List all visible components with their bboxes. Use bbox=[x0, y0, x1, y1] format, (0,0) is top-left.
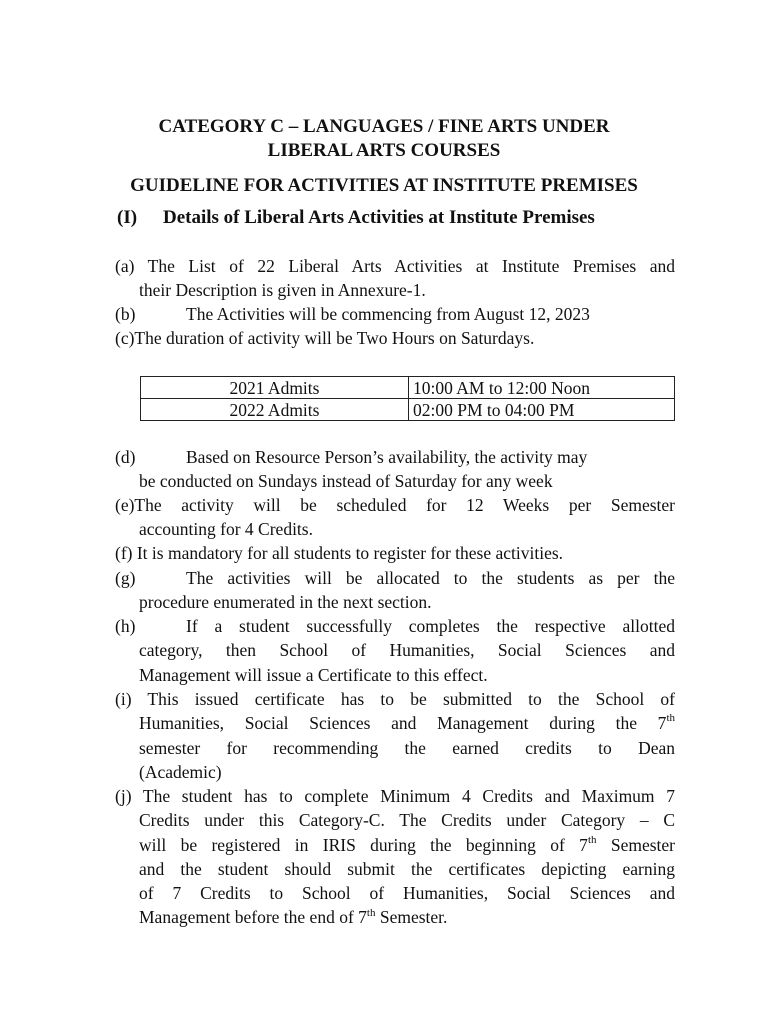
item-c-text: (c)The duration of activity will be Two Hours on Saturdays. bbox=[115, 328, 535, 348]
item-h-line2: category, then School of Humanities, Social Sciences and bbox=[139, 640, 675, 661]
item-d-label: (d) bbox=[115, 447, 136, 467]
list-item-e bbox=[115, 493, 675, 542]
item-b-label: (b) bbox=[115, 304, 136, 324]
category-title-line2: LIBERAL ARTS COURSES bbox=[267, 140, 501, 161]
section-title: Details of Liberal Arts Activities at Institute Premises bbox=[163, 207, 595, 228]
list-item-f bbox=[115, 541, 675, 565]
item-j-line4: and the student should submit the certificates depicting earning bbox=[139, 858, 675, 879]
list-item-j bbox=[115, 784, 675, 930]
section-heading bbox=[117, 206, 595, 229]
list-item-d bbox=[115, 445, 675, 494]
item-d-line1: Based on Resource Person’s availability, the activity may bbox=[186, 447, 588, 467]
table-cell-time: 02:00 PM to 04:00 PM bbox=[409, 399, 675, 421]
table-cell-admits: 2021 Admits bbox=[141, 377, 409, 399]
item-j-line2: Credits under this Category-C. The Credits under Category – C bbox=[139, 810, 675, 831]
item-h-line3: Management will issue a Certificate to this effect. bbox=[139, 664, 488, 685]
list-item-a bbox=[115, 254, 675, 303]
item-i-line2: Humanities, Social Sciences and Management during the 7th bbox=[139, 712, 675, 734]
item-g-label: (g) bbox=[115, 568, 136, 588]
category-title-line1: CATEGORY C – LANGUAGES / FINE ARTS UNDER bbox=[158, 116, 610, 137]
table-cell-time: 10:00 AM to 12:00 Noon bbox=[409, 377, 675, 399]
schedule-table bbox=[140, 376, 675, 421]
table-row bbox=[141, 377, 675, 399]
item-i-line1: (i) This issued certificate has to be submitted to the School of bbox=[115, 689, 675, 709]
list-item-b bbox=[115, 302, 675, 326]
item-b-text: The Activities will be commencing from August 12, 2023 bbox=[186, 304, 590, 324]
item-a-line1: (a) The List of 22 Liberal Arts Activities at Institute Premises and bbox=[115, 256, 675, 276]
item-j-line1: (j) The student has to complete Minimum 4 Credits and Maximum 7 bbox=[115, 786, 675, 806]
item-a-line2: their Description is given in Annexure-1. bbox=[139, 280, 426, 301]
item-e-line2: accounting for 4 Credits. bbox=[139, 519, 313, 540]
list-item-i bbox=[115, 687, 675, 784]
list-item-c bbox=[115, 326, 675, 350]
item-f-text: (f) It is mandatory for all students to register for these activities. bbox=[115, 543, 564, 563]
item-g-line2: procedure enumerated in the next section. bbox=[139, 592, 432, 613]
section-number: (I) bbox=[117, 207, 138, 228]
item-j-line5: of 7 Credits to School of Humanities, Social Sciences and bbox=[139, 883, 675, 904]
item-i-line4: (Academic) bbox=[139, 761, 222, 782]
item-h-label: (h) bbox=[115, 616, 136, 636]
table-row bbox=[141, 399, 675, 421]
table-cell-admits: 2022 Admits bbox=[141, 399, 409, 421]
item-g-line1: The activities will be allocated to the students as per the bbox=[186, 568, 675, 588]
item-h-line1: If a student successfully completes the respective allotted bbox=[186, 616, 675, 636]
list-item-h bbox=[115, 614, 675, 687]
item-i-line3: semester for recommending the earned credits to Dean bbox=[139, 737, 675, 758]
item-d-line2: be conducted on Sundays instead of Saturday for any week bbox=[139, 471, 553, 492]
list-item-g bbox=[115, 566, 675, 615]
item-e-line1: (e)The activity will be scheduled for 12 Weeks per Semester bbox=[115, 495, 675, 515]
item-j-line6: Management before the end of 7th Semester. bbox=[139, 906, 448, 928]
item-j-line3: will be registered in IRIS during the beginning of 7th Semester bbox=[139, 833, 675, 855]
guideline-title: GUIDELINE FOR ACTIVITIES AT INSTITUTE PREMISES bbox=[130, 175, 638, 196]
